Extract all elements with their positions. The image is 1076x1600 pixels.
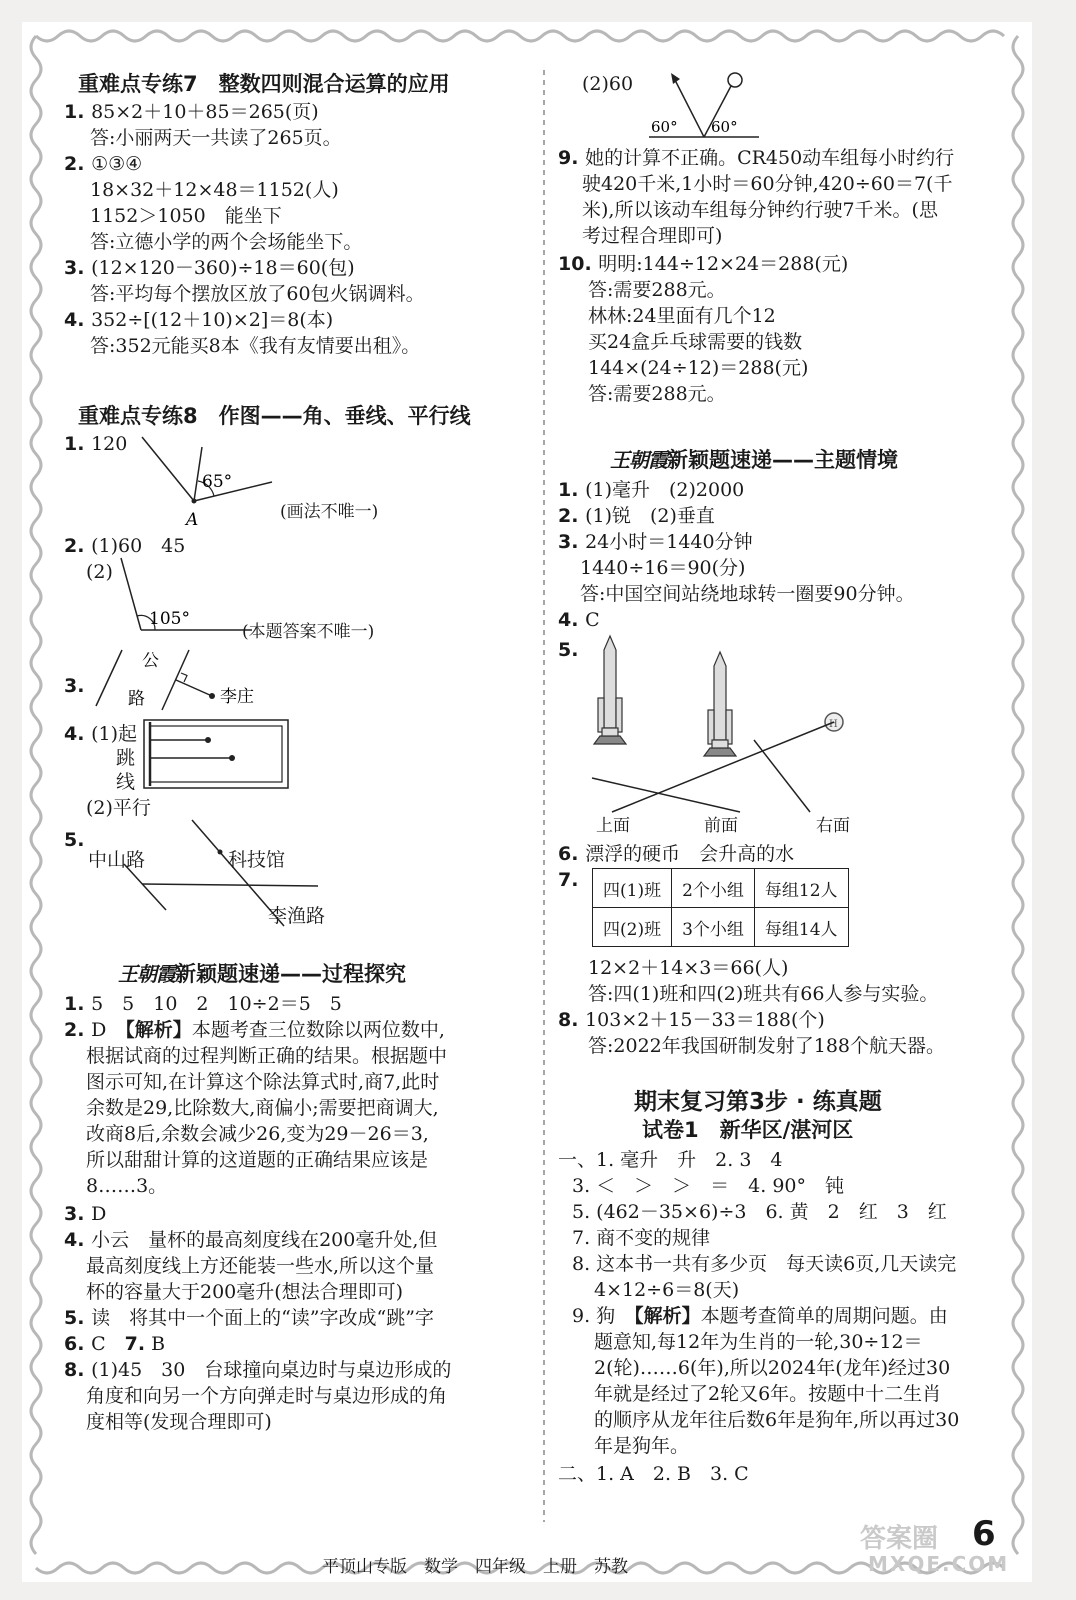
p2-q1: 1. (1)毫升 (2)2000 — [558, 479, 745, 501]
table-cell: 每组12人 — [754, 869, 848, 908]
p1-q4-line2: 最高刻度线上方还能装一些水,所以这个量 — [86, 1255, 435, 1277]
p1-q2-line3: 图示可知,在计算这个除法算式时,商7,此时 — [86, 1071, 440, 1093]
p2-q3-line3: 答:中国空间站绕地球转一圈要90分钟。 — [580, 583, 915, 605]
s8-q1: 1. 120 — [64, 433, 128, 455]
s8-q4b: (2)平行 — [86, 797, 151, 819]
review-row13: 二、1. A 2. B 3. C — [558, 1463, 749, 1485]
p2-q6: 6. 漂浮的硬币 会升高的水 — [558, 843, 795, 865]
review-subtitle: 试卷1 新华区/湛河区 — [642, 1118, 854, 1142]
svg-text:H: H — [829, 719, 838, 730]
review-row4: 7. 商不变的规律 — [572, 1227, 711, 1249]
p1-q8: 8. (1)45 30 台球撞向桌边时与桌边形成的 — [64, 1359, 452, 1381]
table-row — [593, 869, 849, 908]
s8-q2-figure — [117, 554, 257, 644]
s7-a3: 答:平均每个摆放区放了60包火锅调料。 — [90, 283, 425, 305]
s8-q1-angle-label: 65° — [202, 472, 233, 492]
p1-q3: 3. D — [64, 1203, 107, 1225]
p2-q8: 8. 103×2＋15－33＝188(个) — [558, 1009, 825, 1031]
p1-q6-q7: 6. C 7. B — [64, 1333, 166, 1355]
r-q10: 10. 明明:144÷12×24＝288(元) — [558, 253, 849, 275]
s7-q2-compare: 1152＞1050 能坐下 — [90, 205, 282, 227]
p2-q5-number: 5. — [558, 639, 579, 661]
theme-heading: 王朝霞新颖题速递——主题情境 — [610, 448, 898, 472]
p1-q2: 2. D 【解析】本题考查三位数除以两位数中, — [64, 1019, 445, 1041]
s7-q2-calc: 18×32＋12×48＝1152(人) — [90, 179, 339, 201]
r-q8b: (2)60 — [582, 73, 634, 95]
s8-q2-note: (本题答案不唯一) — [242, 622, 375, 642]
s7-a4: 答:352元能买8本《我有友情要出租》。 — [90, 335, 421, 357]
review-row1: 一、1. 毫升 升 2. 3 4 — [558, 1149, 783, 1171]
class-table — [592, 868, 849, 947]
rocket-views-figure — [572, 628, 872, 828]
view-front: 前面 — [704, 816, 738, 836]
process-heading: 王朝霞新颖题速递——过程探究 — [118, 962, 406, 986]
r-q9-line4: 考过程合理即可) — [582, 225, 723, 247]
s8-q3-number: 3. — [64, 675, 85, 697]
r-q10-line2: 答:需要288元。 — [588, 279, 726, 301]
p1-q5: 5. 读 将其中一个面上的“读”字改成“跳”字 — [64, 1307, 434, 1329]
page-number: 6 — [972, 1514, 996, 1554]
rocket-icon-2 — [704, 652, 736, 756]
table-cell: 2个小组 — [672, 869, 755, 908]
s8-q3-road-char1: 公 — [142, 651, 159, 671]
view-right: 右面 — [816, 816, 850, 836]
p2-q3-line2: 1440÷16＝90(分) — [580, 557, 746, 579]
watermark-logo: 答案圈 — [860, 1524, 939, 1554]
s8-q5-road2: 李渔路 — [268, 905, 326, 927]
reflection-figure — [647, 70, 767, 145]
s7-q2: 2. ①③④ — [64, 153, 143, 175]
r-q10-line3: 林林:24里面有几个12 — [588, 305, 776, 327]
watermark-url: MXQE.COM — [868, 1552, 1010, 1576]
s8-q3-village: 李庄 — [220, 687, 254, 707]
table-row — [593, 908, 849, 947]
s8-q4-char1: 跳 — [116, 747, 136, 769]
p1-q4-line3: 杯的容量大于200毫升(想法合理即可) — [86, 1281, 404, 1303]
review-row9: 2(轮)……6(年),所以2024年(龙年)经过30 — [594, 1357, 951, 1379]
p1-q2-line4: 余数是29,比除数大,商偏小;需要把商调大, — [86, 1097, 439, 1119]
s8-q2b: (2) — [86, 561, 113, 583]
brand-logo-text: 王朝霞 — [610, 448, 667, 472]
brand-logo-text: 王朝霞 — [118, 962, 175, 986]
review-row7: 9. 狗 【解析】本题考查简单的周期问题。由 — [572, 1305, 948, 1327]
s8-q2-angle-label: 105° — [149, 609, 190, 629]
p2-q4: 4. C — [558, 609, 600, 631]
table-cell: 四(2)班 — [593, 908, 672, 947]
s8-q4-figure — [142, 718, 292, 793]
r-q10-line4: 买24盒乒乓球需要的钱数 — [588, 331, 803, 353]
p1-q2-line5: 改商8后,余数会减少26,变为29－26＝3, — [86, 1123, 429, 1145]
reflection-angle-left: 60° — [651, 118, 678, 136]
r-q9-line2: 驶420千米,1小时＝60分钟,420÷60＝7(千 — [582, 173, 953, 195]
r-q10-line5: 144×(24÷12)＝288(元) — [588, 357, 809, 379]
view-top: 上面 — [596, 816, 630, 836]
review-row11: 的顺序从龙年往后数6年是狗年,所以再过30 — [594, 1409, 960, 1431]
p1-q2-line7: 8……3。 — [86, 1175, 168, 1197]
p1-q1: 1. 5 5 10 2 10÷2＝5 5 — [64, 993, 342, 1015]
p2-q7-calc: 12×2＋14×3＝66(人) — [588, 957, 789, 979]
rocket-icon-1 — [594, 636, 626, 744]
r-q9: 9. 她的计算不正确。CR450动车组每小时约行 — [558, 147, 955, 169]
p2-q7-answer: 答:四(1)班和四(2)班共有66人参与实验。 — [588, 983, 939, 1005]
r-q9-line3: 米),所以该动车组每分钟约行驶7千米。(思 — [582, 199, 938, 221]
s8-q1-note: (画法不唯一) — [280, 502, 379, 522]
p1-q4: 4. 小云 量杯的最高刻度线在200毫升处,但 — [64, 1229, 438, 1251]
p1-q8-line3: 度相等(发现合理即可) — [86, 1411, 272, 1433]
s7-q1: 1. 85×2＋10＋85＝265(页) — [64, 101, 319, 123]
s8-q5-number: 5. — [64, 829, 85, 851]
s8-q4: 4. (1)起 — [64, 723, 137, 745]
review-row5: 8. 这本书一共有多少页 每天读6页,几天读完 — [572, 1253, 957, 1275]
s7-a1: 答:小丽两天一共读了265页。 — [90, 127, 342, 149]
p1-q8-line2: 角度和向另一个方向弹走时与桌边形成的角 — [86, 1385, 448, 1407]
p1-q2-line2: 根据试商的过程判断正确的结果。根据题中 — [86, 1045, 448, 1067]
p1-q2-line6: 所以甜甜计算的这道题的正确结果应该是 — [86, 1149, 429, 1171]
review-row2: 3. ＜ ＞ ＞ ＝ 4. 90° 钝 — [572, 1175, 845, 1197]
s8-q1-point-label: A — [186, 510, 199, 530]
s8-q4-char2: 线 — [116, 771, 136, 793]
table-cell: 3个小组 — [672, 908, 755, 947]
review-row12: 年是狗年。 — [594, 1435, 690, 1457]
s7-q4: 4. 352÷[(12＋10)×2]＝8(本) — [64, 309, 334, 331]
reflection-angle-right: 60° — [711, 118, 738, 136]
p2-q7-number: 7. — [558, 869, 579, 891]
r-q10-line6: 答:需要288元。 — [588, 383, 726, 405]
p2-q3: 3. 24小时＝1440分钟 — [558, 531, 753, 553]
s8-q5-museum: 科技馆 — [228, 849, 286, 871]
table-cell: 四(1)班 — [593, 869, 672, 908]
p2-q8-answer: 答:2022年我国研制发射了188个航天器。 — [588, 1035, 946, 1057]
section-8-title: 重难点专练8 作图——角、垂线、平行线 — [78, 404, 471, 428]
review-title: 期末复习第3步 · 练真题 — [634, 1089, 882, 1115]
s7-q3: 3. (12×120－360)÷18＝60(包) — [64, 257, 355, 279]
review-row10: 年就是经过了2轮又6年。按题中十二生肖 — [594, 1383, 942, 1405]
review-row3: 5. (462－35×6)÷3 6. 黄 2 红 3 红 — [572, 1201, 947, 1223]
s8-q2: 2. (1)60 45 — [64, 535, 186, 557]
section-7-title: 重难点专练7 整数四则混合运算的应用 — [78, 72, 450, 96]
footer-text: 平顶山专版 数学 四年级 上册 苏教 — [322, 1557, 628, 1577]
answer-page — [22, 22, 1032, 1582]
review-row6: 4×12÷6＝8(天) — [594, 1279, 740, 1301]
s8-q5-road: 中山路 — [88, 849, 146, 871]
s8-q3-road-char2: 路 — [128, 689, 145, 709]
table-cell: 每组14人 — [754, 908, 848, 947]
review-row8: 题意知,每12年为生肖的一轮,30÷12＝ — [594, 1331, 923, 1353]
s7-a2: 答:立德小学的两个会场能坐下。 — [90, 231, 363, 253]
p2-q2: 2. (1)锐 (2)垂直 — [558, 505, 715, 527]
